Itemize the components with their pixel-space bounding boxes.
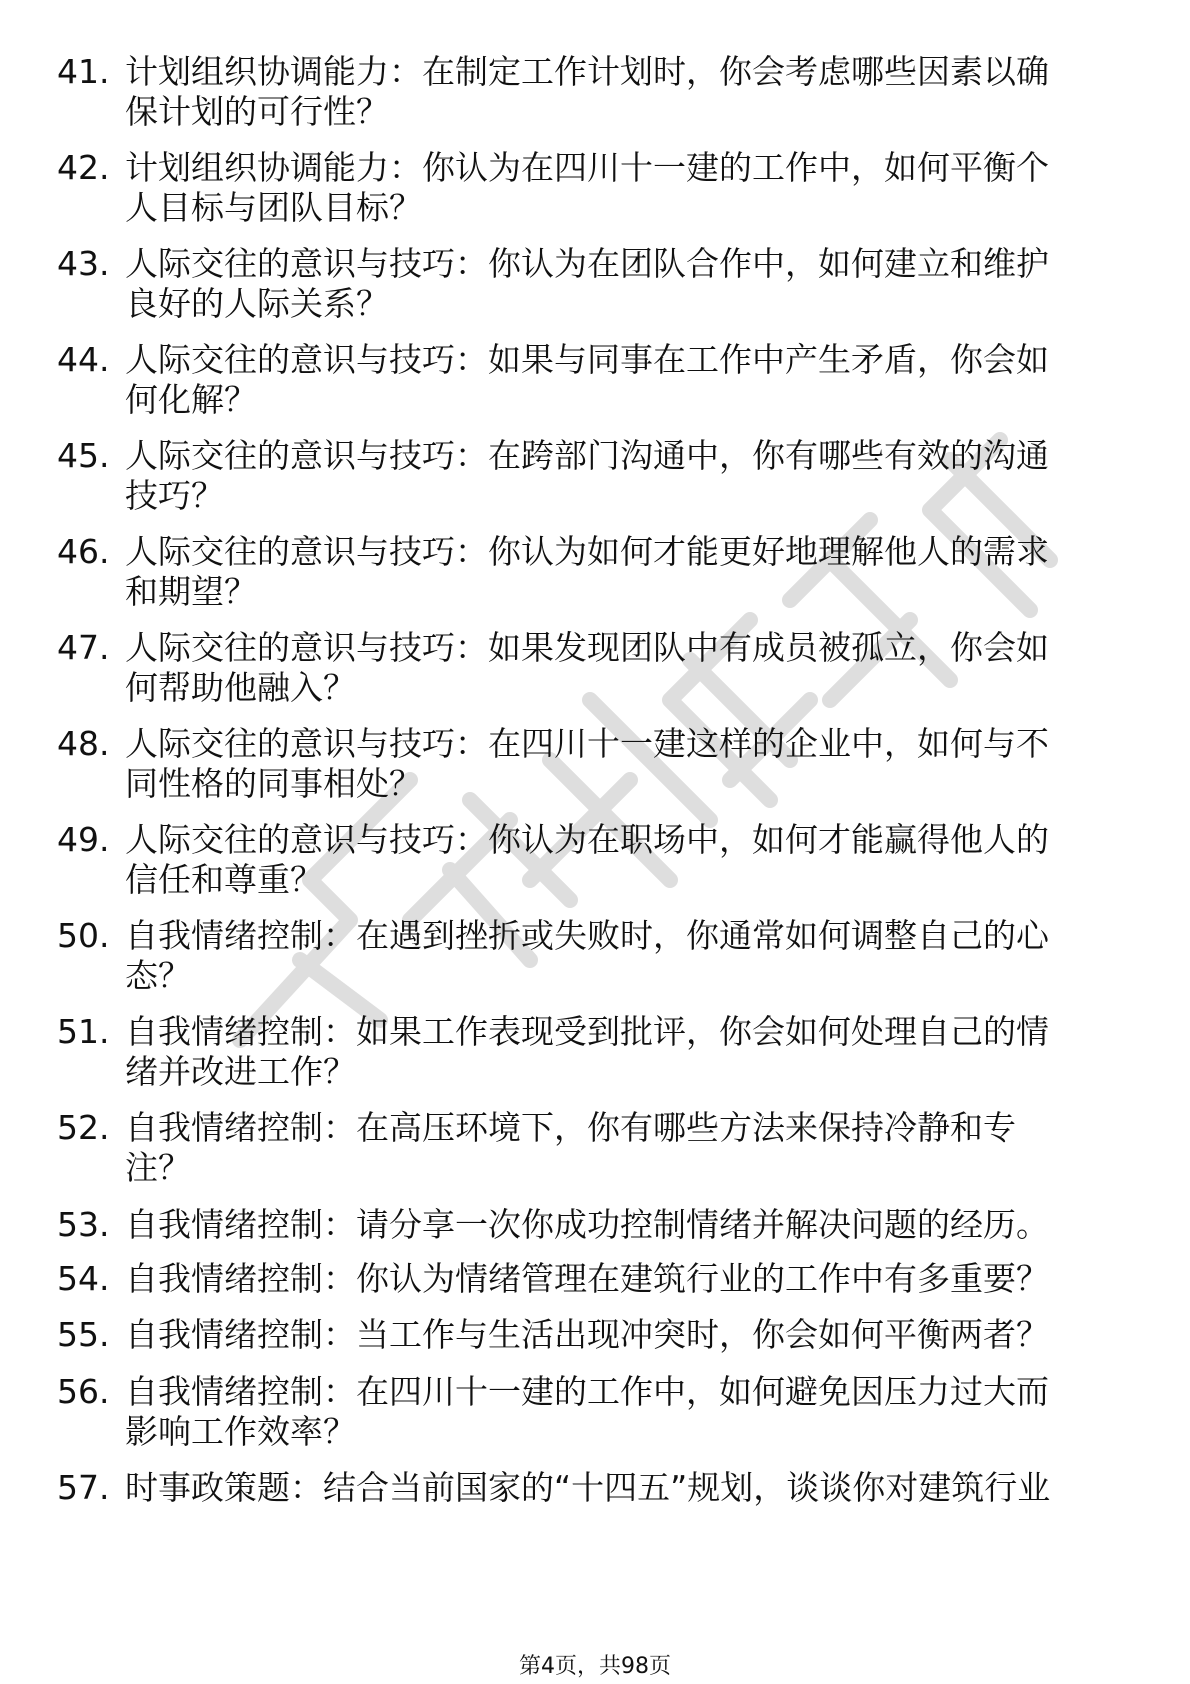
page-footer: 第4页，共98页 [519,1654,671,1679]
question-number: 56. [57,1372,110,1411]
question-text-line: 和期望？ [125,572,257,611]
question-number: 41. [57,52,110,91]
question-text [125,916,1125,996]
question-text [125,1468,1125,1508]
question-text-line: 何帮助他融入？ [125,668,356,707]
question-number: 54. [57,1259,110,1298]
question-text-line: 自我情绪控制：你认为情绪管理在建筑行业的工作中有多重要？ [125,1259,1049,1298]
question-text-line: 自我情绪控制：如果工作表现受到批评，你会如何处理自己的情 [125,1012,1049,1051]
question-text [125,340,1125,420]
question-text-line: 自我情绪控制：在四川十一建的工作中，如何避免因压力过大而 [125,1372,1049,1411]
question-text [125,148,1125,228]
question-text-line: 人际交往的意识与技巧：如果与同事在工作中产生矛盾，你会如 [125,340,1049,379]
question-text-line: 自我情绪控制：在高压环境下，你有哪些方法来保持冷静和专 [125,1108,1016,1147]
question-number: 46. [57,532,110,571]
question-number: 53. [57,1205,110,1244]
question-text-line: 时事政策题：结合当前国家的“十四五”规划，谈谈你对建筑行业 [125,1468,1051,1507]
question-text-line: 人际交往的意识与技巧：你认为在职场中，如何才能赢得他人的 [125,820,1049,859]
question-text-line: 人际交往的意识与技巧：如果发现团队中有成员被孤立，你会如 [125,628,1049,667]
question-number: 51. [57,1012,110,1051]
question-text [125,1372,1125,1452]
question-text-line: 同性格的同事相处？ [125,764,422,803]
question-text [125,628,1125,708]
question-text-line: 自我情绪控制：请分享一次你成功控制情绪并解决问题的经历。 [125,1205,1049,1244]
question-text-line: 保计划的可行性？ [125,92,389,131]
question-text [125,724,1125,804]
question-text-line: 良好的人际关系？ [125,284,389,323]
question-text [125,820,1125,900]
question-text-line: 信任和尊重？ [125,860,323,899]
question-text [125,436,1125,516]
question-number: 45. [57,436,110,475]
question-text [125,532,1125,612]
question-text-line: 自我情绪控制：在遇到挫折或失败时，你通常如何调整自己的心 [125,916,1049,955]
question-text [125,1315,1125,1355]
question-number: 49. [57,820,110,859]
question-number: 42. [57,148,110,187]
question-text-line: 计划组织协调能力：在制定工作计划时，你会考虑哪些因素以确 [125,52,1049,91]
question-text [125,244,1125,324]
question-text-line: 技巧？ [125,476,224,515]
question-number: 52. [57,1108,110,1147]
question-text [125,1012,1125,1092]
question-text-line: 绪并改进工作？ [125,1052,356,1091]
question-text-line: 注？ [125,1148,191,1187]
question-number: 43. [57,244,110,283]
question-text-line: 态？ [125,956,191,995]
question-number: 57. [57,1468,110,1507]
question-text-line: 自我情绪控制：当工作与生活出现冲突时，你会如何平衡两者？ [125,1315,1049,1354]
question-number: 47. [57,628,110,667]
question-text [125,1108,1125,1188]
question-text-line: 人际交往的意识与技巧：你认为如何才能更好地理解他人的需求 [125,532,1049,571]
question-text [125,52,1125,132]
question-text-line: 人际交往的意识与技巧：在跨部门沟通中，你有哪些有效的沟通 [125,436,1049,475]
question-text-line: 何化解？ [125,380,257,419]
question-text [125,1205,1125,1245]
question-text-line: 人际交往的意识与技巧：在四川十一建这样的企业中，如何与不 [125,724,1049,763]
question-text [125,1259,1125,1299]
question-number: 50. [57,916,110,955]
question-text-line: 人际交往的意识与技巧：你认为在团队合作中，如何建立和维护 [125,244,1049,283]
question-text-line: 计划组织协调能力：你认为在四川十一建的工作中，如何平衡个 [125,148,1049,187]
question-number: 55. [57,1315,110,1354]
question-text-line: 影响工作效率？ [125,1412,356,1451]
question-number: 44. [57,340,110,379]
question-number: 48. [57,724,110,763]
question-text-line: 人目标与团队目标？ [125,188,422,227]
